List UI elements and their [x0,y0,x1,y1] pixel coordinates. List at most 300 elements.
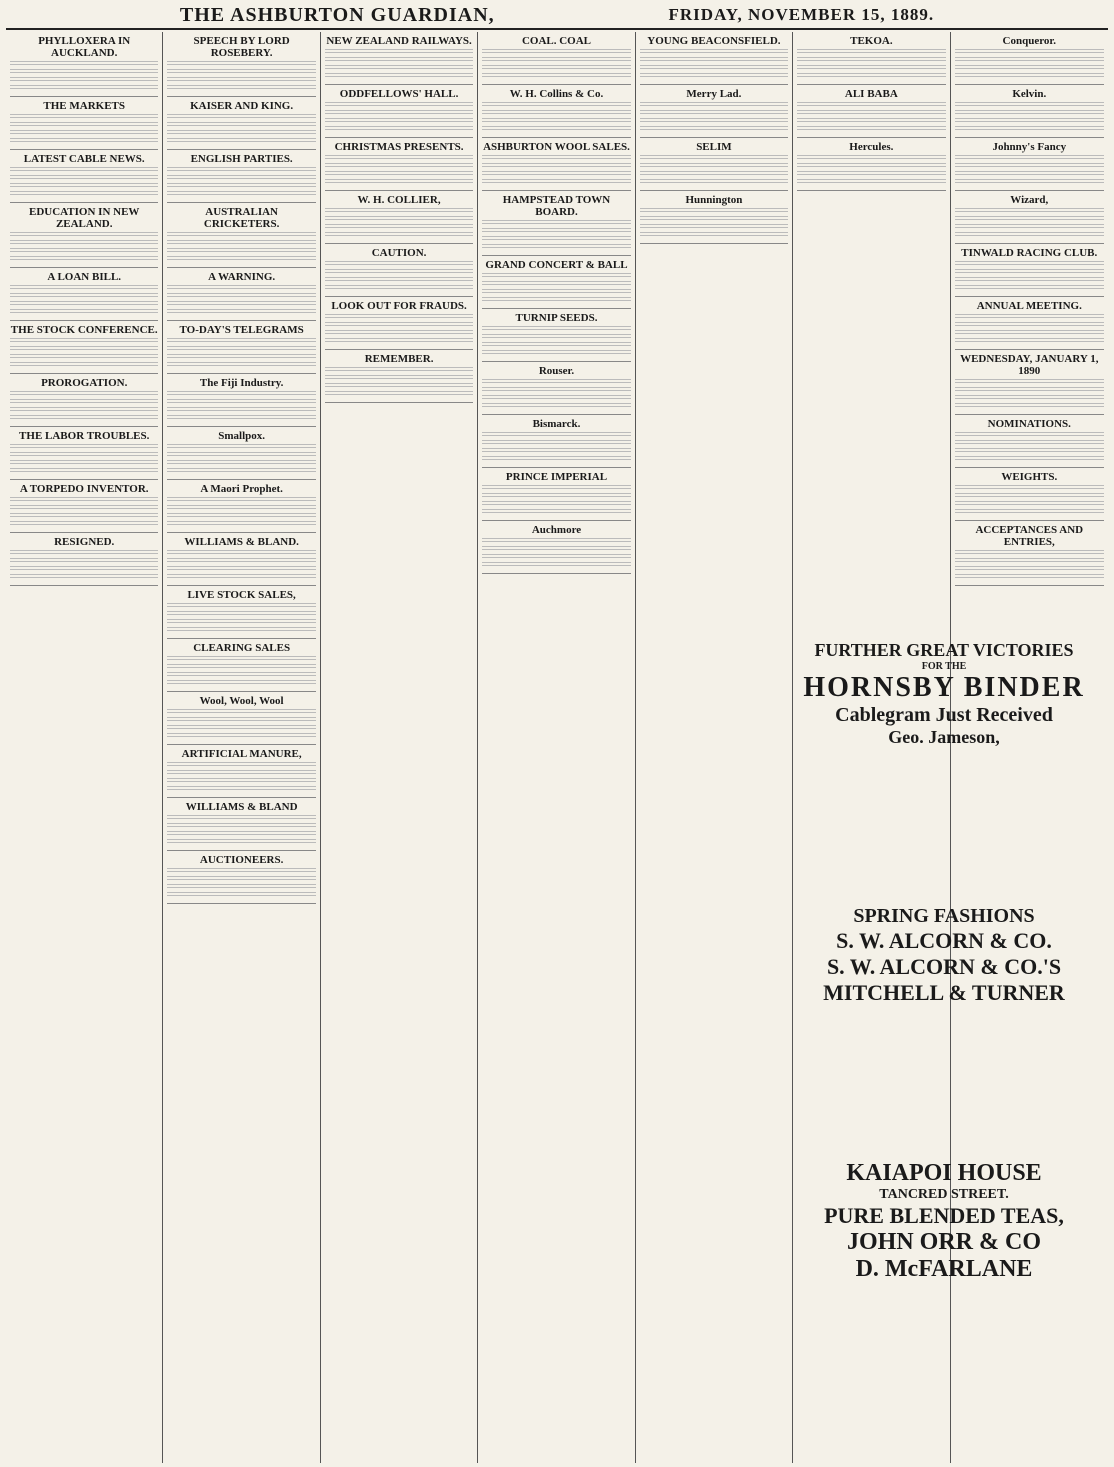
unreadable-body-text [167,232,315,238]
article-block [325,297,473,350]
unreadable-body-text [955,440,1104,446]
unreadable-body-text [482,403,630,409]
unreadable-body-text [167,69,315,75]
unreadable-body-text [482,546,630,552]
unreadable-body-text [167,664,315,670]
unreadable-body-text [167,603,315,609]
unreadable-body-text [10,69,158,75]
article-block [955,415,1104,468]
unreadable-body-text [482,395,630,401]
unreadable-body-text [10,191,158,197]
unreadable-body-text [955,493,1104,499]
article-block [325,350,473,403]
unreadable-body-text [10,550,158,556]
article-block [167,639,315,692]
unreadable-body-text [10,256,158,262]
unreadable-body-text [167,338,315,344]
unreadable-body-text [325,285,473,291]
unreadable-body-text [640,208,788,214]
article-block [482,191,630,256]
unreadable-body-text [482,554,630,560]
unreadable-body-text [797,118,945,124]
unreadable-body-text [640,73,788,79]
article-heading: Wool, Wool, Wool [199,695,284,707]
unreadable-body-text [10,513,158,519]
article-heading: HAMPSTEAD TOWN BOARD. [502,194,611,218]
unreadable-body-text [10,505,158,511]
unreadable-body-text [167,574,315,580]
article-heading: W. H. Collins & Co. [509,88,604,100]
article-heading: PHYLLOXERA IN AUCKLAND. [38,35,131,59]
article-heading: SPEECH BY LORD ROSEBERY. [193,35,290,59]
unreadable-body-text [482,155,630,161]
unreadable-body-text [955,338,1104,344]
unreadable-body-text [167,611,315,617]
unreadable-body-text [325,330,473,336]
unreadable-body-text [482,73,630,79]
article-heading: COAL. COAL [521,35,592,47]
unreadable-body-text [955,448,1104,454]
article-heading: TURNIP SEEDS. [515,312,598,324]
unreadable-body-text [10,183,158,189]
unreadable-body-text [640,49,788,55]
column-5 [636,32,793,1463]
unreadable-body-text [482,432,630,438]
unreadable-body-text [10,468,158,474]
unreadable-body-text [955,509,1104,515]
unreadable-body-text [167,892,315,898]
unreadable-body-text [167,839,315,845]
article-heading: THE STOCK CONFERENCE. [10,324,158,336]
article-heading: NOMINATIONS. [987,418,1071,430]
unreadable-body-text [640,232,788,238]
article-block [167,851,315,904]
unreadable-body-text [167,778,315,784]
unreadable-body-text [10,399,158,405]
article-block [167,32,315,97]
unreadable-body-text [167,452,315,458]
unreadable-body-text [167,301,315,307]
article-block [167,321,315,374]
unreadable-body-text [482,163,630,169]
unreadable-body-text [797,155,945,161]
article-block [955,468,1104,521]
unreadable-body-text [325,314,473,320]
article-block [640,138,788,191]
unreadable-body-text [482,485,630,491]
unreadable-body-text [797,49,945,55]
article-heading: W. H. COLLIER, [357,194,441,206]
unreadable-body-text [167,786,315,792]
unreadable-body-text [167,285,315,291]
article-block [167,203,315,268]
article-heading: ACCEPTANCES AND ENTRIES, [975,524,1084,548]
article-heading: AUSTRALIAN CRICKETERS. [203,206,280,230]
article-block [167,533,315,586]
unreadable-body-text [955,208,1104,214]
unreadable-body-text [325,171,473,177]
unreadable-body-text [167,627,315,633]
unreadable-body-text [167,550,315,556]
unreadable-body-text [325,269,473,275]
article-block [482,362,630,415]
article-block [167,692,315,745]
unreadable-body-text [325,338,473,344]
article-block [10,150,158,203]
unreadable-body-text [955,566,1104,572]
article-block [482,468,630,521]
unreadable-body-text [325,208,473,214]
article-heading: THE LABOR TROUBLES. [19,430,150,442]
unreadable-body-text [325,383,473,389]
unreadable-body-text [955,550,1104,556]
article-block [955,32,1104,85]
unreadable-body-text [482,562,630,568]
unreadable-body-text [482,334,630,340]
unreadable-body-text [167,130,315,136]
column-1 [6,32,163,1463]
ad-headline: HORNSBY BINDER [803,672,1085,703]
unreadable-body-text [955,216,1104,222]
unreadable-body-text [955,395,1104,401]
unreadable-body-text [167,497,315,503]
unreadable-body-text [167,444,315,450]
unreadable-body-text [10,566,158,572]
article-block [955,244,1104,297]
article-block [10,268,158,321]
article-heading: PRINCE IMPERIAL [505,471,608,483]
unreadable-body-text [482,501,630,507]
article-block [167,745,315,798]
unreadable-body-text [797,65,945,71]
agent-name: Geo. Jameson, [888,727,1000,747]
unreadable-body-text [325,57,473,63]
unreadable-body-text [167,823,315,829]
unreadable-body-text [640,171,788,177]
unreadable-body-text [482,538,630,544]
article-block [167,798,315,851]
ad-line: SPRING FASHIONS [853,905,1035,927]
unreadable-body-text [167,175,315,181]
unreadable-body-text [167,167,315,173]
masthead [6,2,1108,30]
article-heading: Johnny's Fancy [992,141,1067,153]
article-heading: Hunnington [685,194,743,206]
unreadable-body-text [167,513,315,519]
spring-fashions-ad [780,905,1108,1006]
unreadable-body-text [167,415,315,421]
unreadable-body-text [482,126,630,132]
article-heading: WILLIAMS & BLAND [185,801,298,813]
unreadable-body-text [10,415,158,421]
unreadable-body-text [482,350,630,356]
unreadable-body-text [640,65,788,71]
unreadable-body-text [640,102,788,108]
unreadable-body-text [325,73,473,79]
unreadable-body-text [167,831,315,837]
unreadable-body-text [167,770,315,776]
unreadable-body-text [325,126,473,132]
unreadable-body-text [482,236,630,242]
unreadable-body-text [955,379,1104,385]
article-block [10,203,158,268]
unreadable-body-text [482,57,630,63]
article-heading: EDUCATION IN NEW ZEALAND. [29,206,140,230]
unreadable-body-text [167,876,315,882]
article-heading: NEW ZEALAND RAILWAYS. [326,35,472,47]
unreadable-body-text [167,733,315,739]
unreadable-body-text [482,326,630,332]
ad-line: Cablegram Just Received [835,704,1053,726]
unreadable-body-text [325,179,473,185]
article-block [325,244,473,297]
article-heading: REMEMBER. [364,353,434,365]
unreadable-body-text [955,57,1104,63]
article-heading: ENGLISH PARTIES. [190,153,293,165]
unreadable-body-text [325,277,473,283]
unreadable-body-text [167,521,315,527]
article-heading: A WARNING. [208,271,276,283]
article-block [10,427,158,480]
article-heading: AUCTIONEERS. [199,854,284,866]
unreadable-body-text [10,167,158,173]
unreadable-body-text [955,403,1104,409]
unreadable-body-text [955,485,1104,491]
unreadable-body-text [325,391,473,397]
article-heading: ODDFELLOWS' HALL. [339,88,459,100]
unreadable-body-text [10,558,158,564]
unreadable-body-text [167,248,315,254]
unreadable-body-text [955,387,1104,393]
article-block [167,480,315,533]
unreadable-body-text [640,163,788,169]
article-block [482,256,630,309]
newspaper-title: THE ASHBURTON GUARDIAN, [179,3,495,26]
article-block [482,309,630,362]
unreadable-body-text [10,444,158,450]
unreadable-body-text [167,77,315,83]
unreadable-body-text [167,460,315,466]
unreadable-body-text [167,354,315,360]
unreadable-body-text [640,179,788,185]
unreadable-body-text [955,65,1104,71]
unreadable-body-text [797,57,945,63]
unreadable-body-text [10,175,158,181]
unreadable-body-text [167,672,315,678]
unreadable-body-text [167,240,315,246]
unreadable-body-text [167,85,315,91]
unreadable-body-text [955,261,1104,267]
article-heading: The Fiji Industry. [199,377,284,389]
article-heading: Auchmore [531,524,582,536]
unreadable-body-text [167,399,315,405]
article-block [482,85,630,138]
unreadable-body-text [797,163,945,169]
unreadable-body-text [10,130,158,136]
article-heading: Conqueror. [1002,35,1057,47]
unreadable-body-text [955,73,1104,79]
article-heading: TINWALD RACING CLUB. [961,247,1098,259]
unreadable-body-text [325,261,473,267]
article-block [955,191,1104,244]
unreadable-body-text [10,452,158,458]
article-heading: SELIM [696,141,732,153]
unreadable-body-text [640,224,788,230]
unreadable-body-text [482,118,630,124]
unreadable-body-text [955,277,1104,283]
unreadable-body-text [167,122,315,128]
unreadable-body-text [955,330,1104,336]
unreadable-body-text [325,322,473,328]
unreadable-body-text [167,309,315,315]
unreadable-body-text [955,126,1104,132]
article-block [10,533,158,586]
unreadable-body-text [797,102,945,108]
unreadable-body-text [10,521,158,527]
unreadable-body-text [167,191,315,197]
unreadable-body-text [482,273,630,279]
article-heading: Smallpox. [218,430,266,442]
unreadable-body-text [797,171,945,177]
unreadable-body-text [167,558,315,564]
ad-headline: KAIAPOI HOUSE [846,1160,1042,1186]
unreadable-body-text [325,232,473,238]
unreadable-body-text [955,171,1104,177]
article-block [955,350,1104,415]
unreadable-body-text [10,309,158,315]
unreadable-body-text [797,179,945,185]
unreadable-body-text [482,297,630,303]
article-heading: PROROGATION. [41,377,128,389]
unreadable-body-text [10,354,158,360]
issue-date: FRIDAY, NOVEMBER 15, 1889. [668,5,935,24]
unreadable-body-text [640,110,788,116]
unreadable-body-text [955,179,1104,185]
unreadable-body-text [482,342,630,348]
article-block [325,191,473,244]
unreadable-body-text [167,815,315,821]
unreadable-body-text [10,77,158,83]
unreadable-body-text [10,574,158,580]
article-heading: Merry Lad. [686,88,742,100]
unreadable-body-text [10,232,158,238]
column-4 [478,32,635,1463]
ad-line: D. McFARLANE [855,1256,1033,1282]
column-2 [163,32,320,1463]
unreadable-body-text [325,118,473,124]
ad-line: TANCRED STREET. [879,1187,1009,1202]
article-block [10,321,158,374]
article-heading: ALI BABA [844,88,898,100]
column-3 [321,32,478,1463]
unreadable-body-text [482,509,630,515]
unreadable-body-text [640,57,788,63]
unreadable-body-text [482,448,630,454]
unreadable-body-text [482,110,630,116]
unreadable-body-text [482,387,630,393]
unreadable-body-text [955,574,1104,580]
unreadable-body-text [167,468,315,474]
article-heading: TEKOA. [850,35,893,47]
unreadable-body-text [10,122,158,128]
unreadable-body-text [482,281,630,287]
article-heading: WEDNESDAY, JANUARY 1, 1890 [960,353,1099,377]
article-block [955,297,1104,350]
unreadable-body-text [10,460,158,466]
unreadable-body-text [482,171,630,177]
unreadable-body-text [955,432,1104,438]
unreadable-body-text [10,285,158,291]
unreadable-body-text [955,163,1104,169]
article-block [797,85,945,138]
article-heading: CHRISTMAS PRESENTS. [334,141,464,153]
article-heading: GRAND CONCERT & BALL [485,259,628,271]
unreadable-body-text [797,110,945,116]
unreadable-body-text [482,456,630,462]
unreadable-body-text [167,346,315,352]
article-block [482,415,630,468]
unreadable-body-text [10,391,158,397]
unreadable-body-text [640,118,788,124]
unreadable-body-text [482,493,630,499]
unreadable-body-text [10,114,158,120]
unreadable-body-text [167,362,315,368]
unreadable-body-text [167,114,315,120]
article-block [482,32,630,85]
unreadable-body-text [167,762,315,768]
article-block [955,85,1104,138]
article-block [325,85,473,138]
article-block [640,85,788,138]
article-block [10,32,158,97]
unreadable-body-text [482,440,630,446]
article-block [325,32,473,85]
article-block [482,138,630,191]
unreadable-body-text [325,110,473,116]
article-heading: WEIGHTS. [1001,471,1058,483]
article-block [955,521,1104,586]
unreadable-body-text [167,725,315,731]
unreadable-body-text [955,232,1104,238]
unreadable-body-text [325,375,473,381]
unreadable-body-text [325,102,473,108]
article-heading: ANNUAL MEETING. [976,300,1082,312]
article-heading: CLEARING SALES [193,642,291,654]
ad-line: MITCHELL & TURNER [823,980,1065,1005]
unreadable-body-text [640,216,788,222]
article-heading: A LOAN BILL. [47,271,122,283]
article-block [640,32,788,85]
unreadable-body-text [167,709,315,715]
unreadable-body-text [10,85,158,91]
article-heading: Wizard, [1010,194,1049,206]
unreadable-body-text [482,65,630,71]
unreadable-body-text [10,338,158,344]
unreadable-body-text [955,118,1104,124]
article-block [482,521,630,574]
unreadable-body-text [955,285,1104,291]
unreadable-body-text [955,224,1104,230]
unreadable-body-text [955,110,1104,116]
unreadable-body-text [482,379,630,385]
unreadable-body-text [10,138,158,144]
article-heading: YOUNG BEACONSFIELD. [647,35,781,47]
unreadable-body-text [955,49,1104,55]
unreadable-body-text [10,240,158,246]
article-block [167,97,315,150]
article-block [955,138,1104,191]
unreadable-body-text [325,224,473,230]
